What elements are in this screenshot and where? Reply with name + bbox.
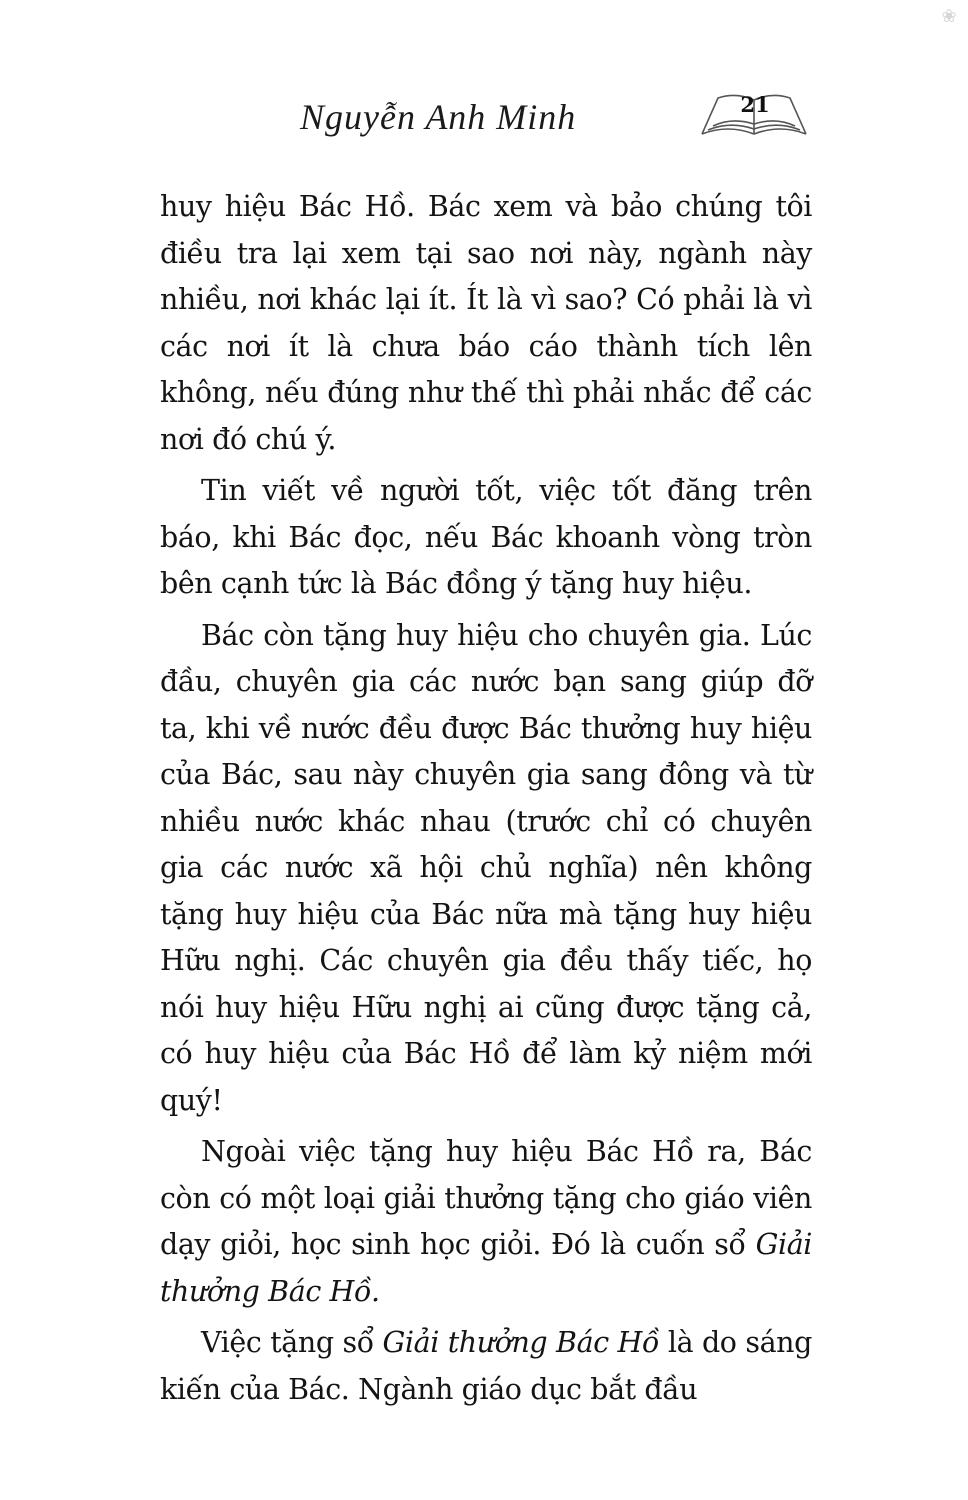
paragraph-text: Việc tặng sổ xyxy=(201,1326,374,1359)
paragraph-text: là do sáng kiến của Bác. Ngành giáo dục bắt đầu xyxy=(160,1326,812,1406)
paragraph-text: Ngoài việc tặng huy hiệu Bác Hồ ra, Bác còn có một loại giải thưởng tặng cho giáo viên dạy giỏi, học sinh học giỏi. Đó là cuốn sổ xyxy=(160,1135,812,1261)
running-header xyxy=(0,90,968,150)
paragraph-text: Tin viết về người tốt, việc tốt đăng trên báo, khi Bác đọc, nếu Bác khoanh vòng tròn bên cạnh tức là Bác đồng ý tặng huy hiệu. xyxy=(160,474,812,600)
paragraph xyxy=(160,184,812,463)
paragraph xyxy=(160,468,812,608)
author-name: Nguyễn Anh Minh xyxy=(300,97,577,137)
body-text xyxy=(160,184,812,1418)
paragraph-text: huy hiệu Bác Hồ. Bác xem và bảo chúng tôi điều tra lại xem tại sao nơi này, ngành này nhiều, nơi khác lại ít. Ít là vì sao? Có phải là vì các nơi ít là chưa báo cáo thành tích lên không, nếu đúng như thế thì phải nhắc để các nơi đó chú ý. xyxy=(160,190,812,456)
paragraph xyxy=(160,613,812,1125)
book-title-italic: Giải thưởng Bác Hồ. xyxy=(160,1228,812,1308)
corner-flower-icon: ❀ xyxy=(941,6,957,27)
page-number: 21 xyxy=(740,92,770,117)
book-title-italic: Giải thưởng Bác Hồ xyxy=(382,1326,660,1359)
paragraph xyxy=(160,1129,812,1315)
paragraph xyxy=(160,1320,812,1413)
paragraph-text: Bác còn tặng huy hiệu cho chuyên gia. Lúc đầu, chuyên gia các nước bạn sang giúp đỡ ta, khi về nước đều được Bác thưởng huy hiệu của Bác, sau này chuyên gia sang đông và từ nhiều nước khác nhau (trước chỉ có chuyên gia các nước xã hội chủ nghĩa) nên không tặng huy hiệu của Bác nữa mà tặng huy hiệu Hữu nghị. Các chuyên gia đều thấy tiếc, họ nói huy hiệu Hữu nghị ai cũng được tặng cả, có huy hiệu của Bác Hồ để làm kỷ niệm mới quý! xyxy=(160,618,812,1117)
